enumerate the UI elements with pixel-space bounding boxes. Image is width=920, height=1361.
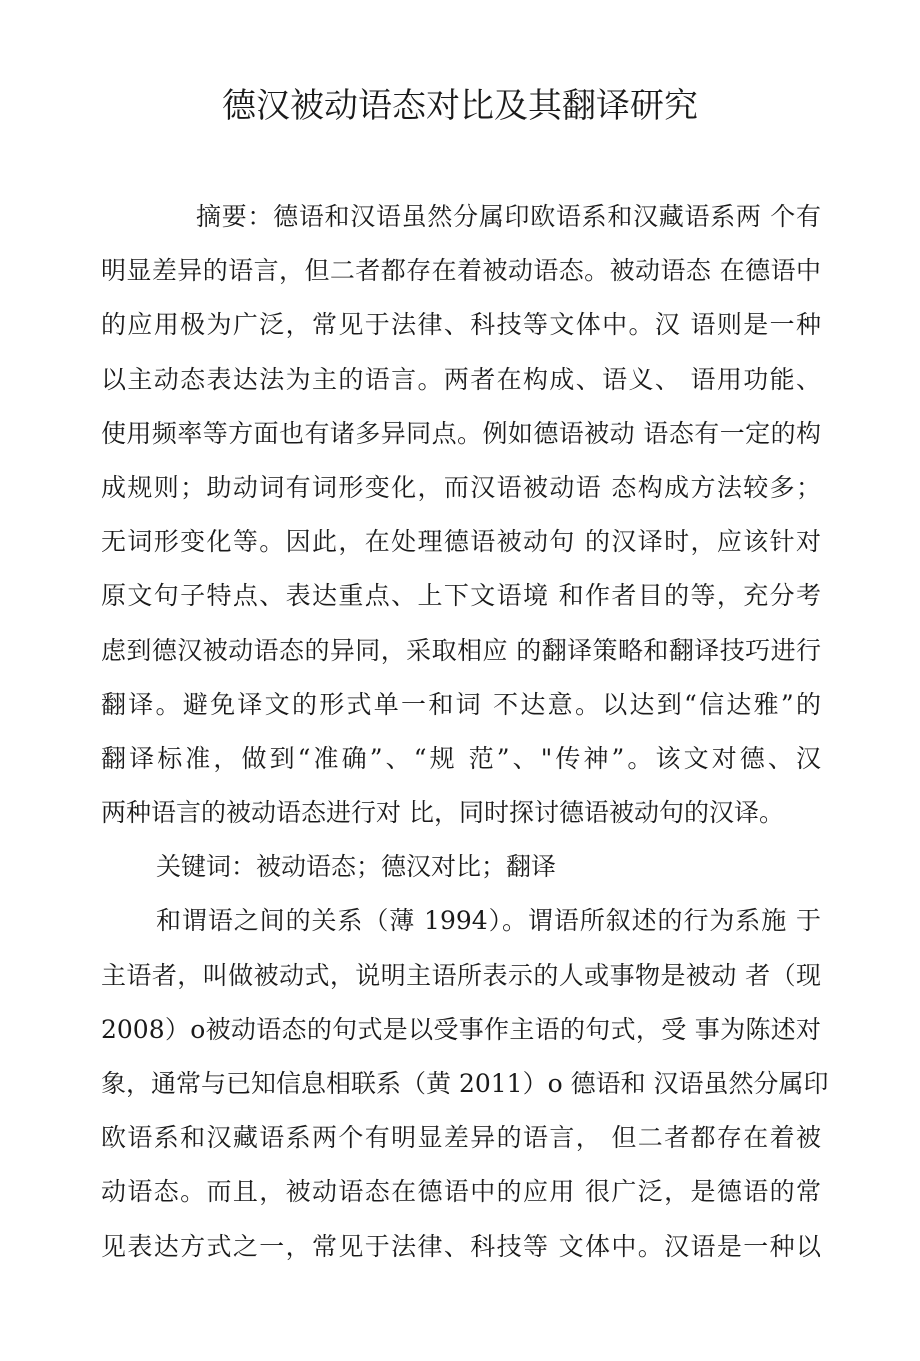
abstract-line: 翻译。避免译文的形式单一和词 不达意。以达到“信达雅”的 xyxy=(101,689,821,719)
abstract-paragraph xyxy=(101,190,821,840)
abstract-line: 摘要：德语和汉语虽然分属印欧语系和汉藏语系两 个有 xyxy=(196,202,821,231)
body-line: 和谓语之间的关系（薄 1994）。谓语所叙述的行为系施 于 xyxy=(156,906,821,936)
page-title: 德汉被动语态对比及其翻译研究 xyxy=(222,86,698,126)
abstract-line: 无词形变化等。因此，在处理德语被动句 的汉译时，应该针对 xyxy=(101,527,821,557)
abstract-line: 成规则；助动词有词形变化，而汉语被动语 态构成方法较多； xyxy=(101,472,821,502)
abstract-line: 使用频率等方面也有诸多异同点。例如德语被动 语态有一定的构 xyxy=(101,418,821,448)
abstract-line: 翻译标准，做到“准确”、“规 范”、"传神”。该文对德、汉 xyxy=(101,743,821,773)
body-line: 主语者，叫做被动式，说明主语所表示的人或事物是被动 者（现 xyxy=(101,960,821,990)
abstract-line: 的应用极为广泛，常见于法律、科技等文体中。汉 语则是一种 xyxy=(101,310,821,340)
abstract-line: 以主动态表达法为主的语言。两者在构成、语义、 语用功能、 xyxy=(101,364,821,394)
body-line: 动语态。而且，被动语态在德语中的应用 很广泛，是德语的常 xyxy=(101,1177,821,1207)
document-body xyxy=(101,190,829,1274)
body-paragraph xyxy=(101,894,829,1273)
abstract-line: 明显差异的语言，但二者都存在着被动语态。被动语态 在德语中 xyxy=(101,256,821,286)
body-line: 2008）o被动语态的句式是以受事作主语的句式，受 事为陈述对 xyxy=(101,1014,821,1044)
body-line: 见表达方式之一，常见于法律、科技等 文体中。汉语是一种以 xyxy=(101,1231,821,1261)
abstract-line: 原文句子特点、表达重点、上下文语境 和作者目的等，充分考 xyxy=(101,581,821,611)
keywords-line: 关键词：被动语态；德汉对比；翻译 xyxy=(156,852,557,882)
body-line: 欧语系和汉藏语系两个有明显差异的语言， 但二者都存在着被 xyxy=(101,1123,821,1153)
abstract-line: 虑到德汉被动语态的异同，采取相应 的翻译策略和翻译技巧进行 xyxy=(101,635,821,665)
abstract-line: 两种语言的被动语态进行对 比，同时探讨德语被动句的汉译。 xyxy=(101,798,784,828)
body-line: 象，通常与已知信息相联系（黄 2011）o 德语和 汉语虽然分属印 xyxy=(101,1069,829,1098)
